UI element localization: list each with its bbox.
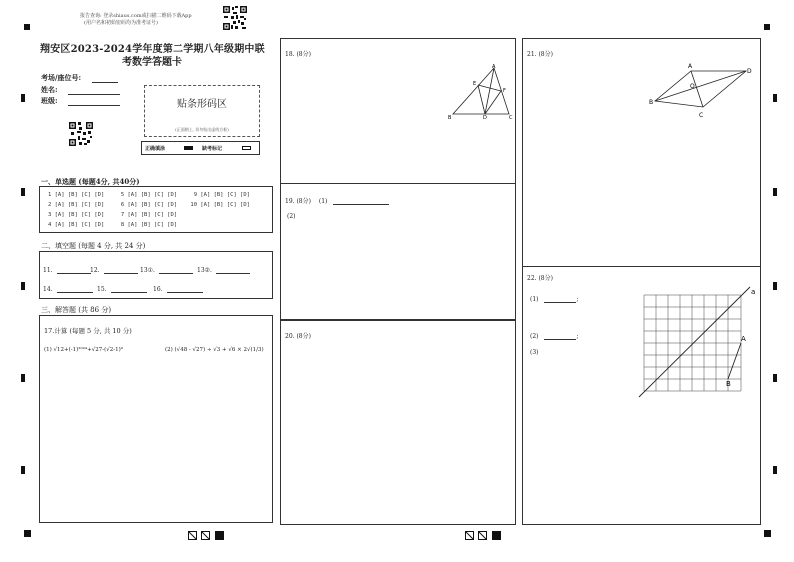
q22-sub1-line[interactable] (544, 294, 579, 303)
q18-point-E: E (473, 81, 477, 87)
q19-label (285, 196, 389, 205)
barcode-title: 贴条形码区 (177, 99, 227, 110)
q19-answer-panel[interactable] (280, 184, 516, 320)
class-field[interactable] (41, 96, 120, 106)
page-title-line-1: 翔安区2023-2024学年度第二学期八年级期中联 (40, 44, 265, 55)
right-timing-mark (773, 94, 777, 102)
q22-sub1-label: (1) (530, 296, 539, 303)
notice-line-2: (用户名和初始密码均为准考证号) (84, 20, 158, 26)
answer-13b[interactable] (197, 265, 250, 274)
q22-grid-figure (637, 285, 761, 401)
right-timing-mark (773, 466, 777, 474)
q22-sub3-label: (3) (530, 349, 539, 356)
absent-mark-box[interactable] (242, 146, 251, 150)
q17-part1: (1) √12+(-1)²⁰²⁴+√27-(√2-1)⁰ (44, 347, 123, 353)
left-timing-mark (21, 282, 25, 290)
correct-fill-sample (184, 146, 193, 150)
q19-sub2-label: (2) (287, 213, 296, 220)
q13b-label: 13②. (197, 267, 212, 274)
notice-line-1: 报告查询: 登录shiaus.com或扫描二维码下载App (80, 13, 192, 19)
answer-line[interactable] (159, 265, 193, 274)
answer-14[interactable] (43, 284, 93, 293)
q12-label: 12. (90, 267, 100, 274)
choice-row[interactable]: 4 [A] [B] [C] [D] 8 [A] [B] [C] [D] (48, 222, 178, 228)
q20-answer-panel[interactable] (280, 320, 516, 525)
section1-choice-panel (39, 186, 273, 233)
q21-parallelogram-figure (649, 61, 757, 121)
q22-point-A: A (741, 335, 746, 343)
q13a-label: 13①. (140, 267, 155, 274)
q21-point-O: O (690, 83, 695, 90)
student-qr-code (68, 121, 94, 147)
q19-title: 19. (8分) (285, 198, 311, 205)
answer-15[interactable] (97, 284, 147, 293)
q18-point-B: B (448, 115, 452, 120)
q22-sub1-suffix: ; (576, 296, 579, 303)
q22-sub2-line[interactable] (544, 331, 579, 340)
answer-line[interactable] (216, 265, 250, 274)
left-timing-mark (21, 94, 25, 102)
q11-label: 11. (43, 267, 53, 274)
right-timing-mark (773, 374, 777, 382)
q18-point-F: F (503, 88, 506, 94)
corner-mark-top-right (764, 24, 770, 30)
q18-point-A: A (492, 64, 496, 70)
name-input-line[interactable] (68, 86, 120, 95)
barcode-note: (正面朝上, 切勿贴出虚线方框) (175, 127, 229, 132)
left-timing-mark (21, 188, 25, 196)
right-timing-mark (773, 188, 777, 196)
barcode-area (144, 85, 260, 137)
answer-line[interactable] (57, 265, 91, 274)
q14-label: 14. (43, 286, 53, 293)
choice-row[interactable]: 1 [A] [B] [C] [D] 5 [A] [B] [C] [D] 9 [A] [B] [C] [D] (48, 192, 250, 198)
answer-13a[interactable] (140, 265, 193, 274)
section2-fill-panel (39, 251, 273, 299)
left-timing-mark (21, 374, 25, 382)
answer-line[interactable] (57, 284, 93, 293)
q22-sub2[interactable] (530, 331, 578, 340)
corner-mark-bottom-left (24, 530, 31, 537)
right-timing-mark (773, 282, 777, 290)
q18-triangle-figure (446, 64, 516, 120)
q18-answer-panel[interactable] (280, 38, 516, 184)
q22-sub1[interactable] (530, 294, 578, 303)
seat-input-line[interactable] (92, 74, 118, 83)
q17-answer-panel[interactable] (39, 315, 273, 523)
corner-mark-bottom-right (764, 530, 771, 537)
q19-sub1-line[interactable] (333, 196, 389, 205)
bottom-page-marks-right (465, 531, 505, 541)
q20-label: 20. (8分) (285, 333, 311, 340)
correct-fill-label: 正确填涂 (145, 146, 166, 152)
seat-field[interactable] (41, 73, 118, 83)
section1-title: 一、单选题 (每题4分, 共40分) (41, 177, 140, 186)
corner-mark-top-left (24, 24, 30, 30)
q18-point-C: C (509, 115, 513, 120)
choice-row[interactable]: 3 [A] [B] [C] [D] 7 [A] [B] [C] [D] (48, 212, 178, 218)
page-title-line-2: 考数学答题卡 (122, 57, 182, 68)
q22-answer-panel[interactable] (522, 267, 761, 525)
name-label: 姓名: (41, 85, 58, 94)
fill-legend (141, 141, 260, 155)
q22-point-B: B (726, 380, 731, 388)
q21-point-C: C (699, 112, 704, 119)
answer-16[interactable] (153, 284, 203, 293)
q19-sub1-label: (1) (318, 198, 328, 205)
section3-title: 三、解答题 (共 86 分) (41, 306, 112, 314)
q17-part2: (2) (√48 - √27) ÷ √3 + √6 × 2√(1/3) (165, 347, 264, 353)
q21-label: 21. (8分) (527, 51, 553, 58)
class-input-line[interactable] (68, 97, 120, 106)
left-timing-mark (21, 466, 25, 474)
q15-label: 15. (97, 286, 107, 293)
absent-mark-label: 缺考标记 (202, 146, 223, 152)
seat-label: 考场/座位号: (41, 73, 82, 82)
answer-line[interactable] (104, 265, 138, 274)
q22-label: 22. (8分) (527, 275, 553, 282)
q21-point-A: A (688, 63, 693, 70)
section2-title: 二、填空题 (每题 4 分, 共 24 分) (41, 242, 146, 250)
q21-point-D: D (747, 68, 752, 75)
bottom-page-marks-left (188, 531, 228, 541)
answer-line[interactable] (167, 284, 203, 293)
class-label: 班级: (41, 96, 58, 105)
q21-answer-panel[interactable] (522, 38, 761, 267)
q21-point-B: B (649, 99, 654, 106)
answer-11[interactable] (43, 265, 91, 274)
q22-sub2-suffix: ; (576, 333, 579, 340)
app-qr-code (222, 5, 248, 31)
choice-row[interactable]: 2 [A] [B] [C] [D] 6 [A] [B] [C] [D] 10 [A] [B] [C] [D] (48, 202, 250, 208)
q16-label: 16. (153, 286, 163, 293)
answer-12[interactable] (90, 265, 138, 274)
q22-line-a-label: a (751, 288, 756, 296)
q18-point-D: D (483, 115, 487, 120)
answer-line[interactable] (111, 284, 147, 293)
q17-title: 17.计算 (每题 5 分, 共 10 分) (44, 327, 132, 335)
q22-sub2-label: (2) (530, 333, 539, 340)
name-field[interactable] (41, 85, 120, 95)
q18-label: 18. (8分) (285, 51, 311, 58)
